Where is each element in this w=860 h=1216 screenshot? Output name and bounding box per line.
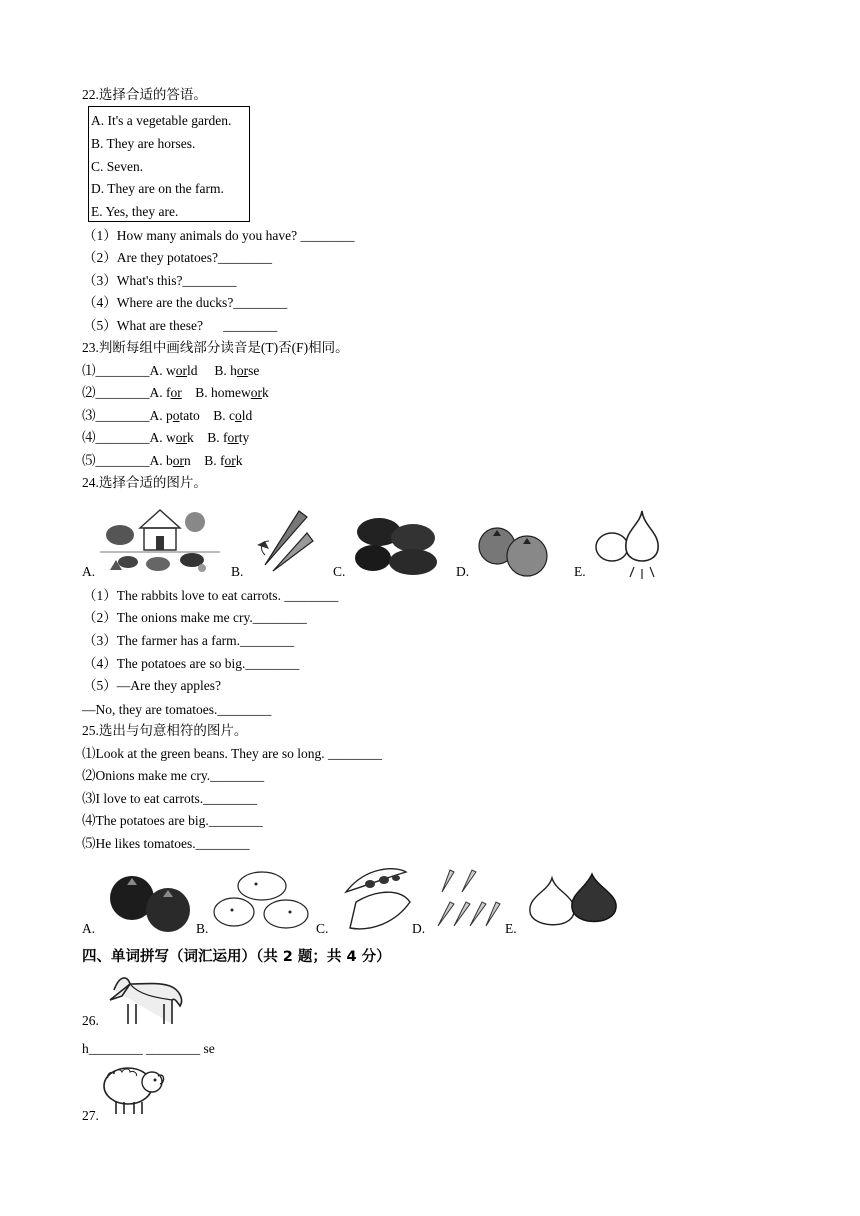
q23-item-4-blank: ⑷________ bbox=[82, 430, 150, 445]
q25-label-a: A. bbox=[82, 921, 96, 936]
q24-item-2: （2）The onions make me cry.________ bbox=[83, 610, 307, 625]
q24-label-c: C. bbox=[333, 564, 346, 579]
q22-option-d: D. They are on the farm. bbox=[91, 181, 224, 196]
sheep-picture bbox=[100, 1058, 166, 1116]
q24-item-5: （5）—Are they apples? bbox=[83, 678, 221, 693]
q24-title: 24.选择合适的图片。 bbox=[82, 475, 207, 490]
q25-item-4: ⑷The potatoes are big.________ bbox=[82, 813, 263, 828]
q23-item-4: ⑷________A. work B. forty bbox=[82, 430, 250, 445]
q25-label-d: D. bbox=[412, 921, 426, 936]
q24-label-a: A. bbox=[82, 564, 96, 579]
q23-item-2-blank: ⑵________ bbox=[82, 385, 150, 400]
q25-title: 25.选出与句意相符的图片。 bbox=[82, 723, 248, 738]
q22-item-2: （2）Are they potatoes?________ bbox=[83, 250, 272, 265]
q22-item-1: （1）How many animals do you have? ________ bbox=[83, 228, 355, 243]
q25-item-2: ⑵Onions make me cry.________ bbox=[82, 768, 265, 783]
q24-label-e: E. bbox=[574, 564, 586, 579]
q22-item-4: （4）Where are the ducks?________ bbox=[83, 295, 288, 310]
q22-title: 22.选择合适的答语。 bbox=[82, 87, 207, 102]
q24-item-3: （3）The farmer has a farm.________ bbox=[83, 633, 295, 648]
q23-item-3-blank: ⑶________ bbox=[82, 408, 150, 423]
carrots-picture bbox=[247, 505, 319, 577]
horse-picture bbox=[100, 970, 186, 1026]
q23-item-5-blank: ⑸________ bbox=[82, 453, 150, 468]
q24-answer-line: —No, they are tomatoes.________ bbox=[82, 702, 272, 717]
onions-picture-2 bbox=[522, 868, 620, 934]
q24-label-b: B. bbox=[231, 564, 244, 579]
q23-title: 23.判断每组中画线部分读音是(T)否(F)相同。 bbox=[82, 340, 349, 355]
q23-item-1: ⑴________A. world B. horse bbox=[82, 363, 260, 378]
q25-label-e: E. bbox=[505, 921, 517, 936]
q25-item-3: ⑶I love to eat carrots.________ bbox=[82, 791, 258, 806]
q25-item-5: ⑸He likes tomatoes.________ bbox=[82, 836, 250, 851]
q22-options-box bbox=[88, 106, 250, 222]
q22-option-b: B. They are horses. bbox=[91, 136, 196, 151]
q23-item-1-blank: ⑴________ bbox=[82, 363, 150, 378]
q22-item-3: （3）What's this?________ bbox=[83, 273, 237, 288]
q26-blank[interactable]: h________ ________ se bbox=[82, 1041, 215, 1056]
tomatoes-picture bbox=[475, 522, 551, 578]
farm-picture bbox=[100, 500, 220, 578]
q24-item-1: （1）The rabbits love to eat carrots. ________ bbox=[83, 588, 339, 603]
q27-number: 27. bbox=[82, 1108, 99, 1123]
section-4-heading: 四、单词拼写（词汇运用）（共 2 题；共 4 分） bbox=[82, 949, 391, 965]
q22-option-c: C. Seven. bbox=[91, 159, 144, 174]
q25-label-b: B. bbox=[196, 921, 209, 936]
q24-item-4: （4）The potatoes are so big.________ bbox=[83, 656, 300, 671]
tomatoes-picture-2 bbox=[104, 872, 196, 934]
carrots-picture-2 bbox=[432, 862, 502, 932]
q22-option-e: E. Yes, they are. bbox=[91, 204, 179, 219]
potatoes-picture-2 bbox=[212, 868, 312, 932]
q25-label-c: C. bbox=[316, 921, 329, 936]
q23-item-5: ⑸________A. born B. fork bbox=[82, 453, 243, 468]
onion-picture bbox=[594, 505, 666, 579]
q24-label-d: D. bbox=[456, 564, 470, 579]
green-beans-picture bbox=[336, 862, 416, 934]
q22-option-a: A. It's a vegetable garden. bbox=[91, 113, 232, 128]
q25-item-1: ⑴Look at the green beans. They are so long. ________ bbox=[82, 746, 383, 761]
q23-item-3: ⑶________A. potato B. cold bbox=[82, 408, 253, 423]
q22-item-5: （5）What are these? ________ bbox=[83, 318, 278, 333]
potatoes-picture bbox=[353, 514, 439, 576]
q26-number: 26. bbox=[82, 1013, 99, 1028]
q23-item-2: ⑵________A. for B. homework bbox=[82, 385, 269, 400]
